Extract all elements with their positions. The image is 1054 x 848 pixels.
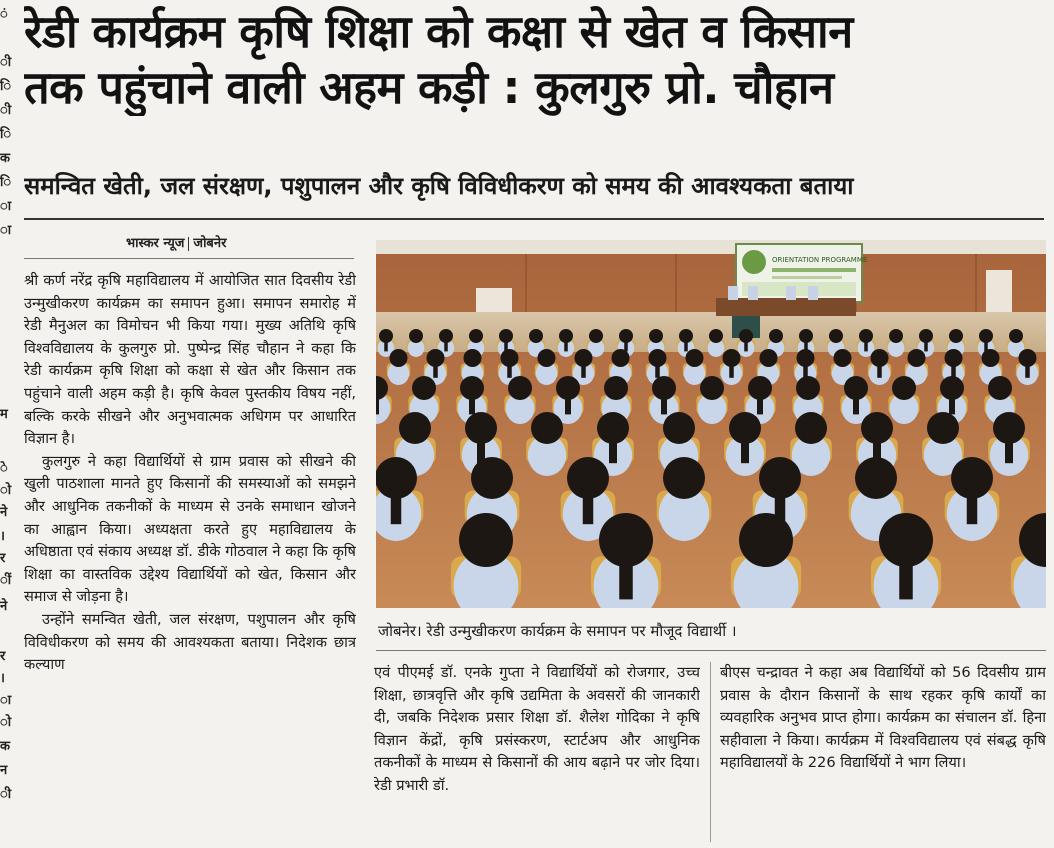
- article-column-2: [374, 662, 700, 842]
- edge-fragment: र: [0, 551, 6, 566]
- edge-fragment: न: [0, 763, 8, 778]
- stage-table: [716, 298, 856, 316]
- headline: [24, 4, 1044, 116]
- article-column-3: [720, 662, 1046, 842]
- adjacent-column-edge: [0, 0, 14, 848]
- column-divider: [710, 662, 711, 842]
- edge-fragment: ो: [0, 483, 12, 498]
- caption-divider: [376, 650, 1046, 651]
- edge-fragment: ं: [0, 7, 8, 22]
- byline-place: जोबनेर: [193, 236, 227, 251]
- article-column-1: [24, 270, 356, 840]
- edge-fragment: ।: [0, 529, 5, 544]
- byline-separator: [188, 237, 189, 251]
- edge-fragment: ने: [0, 505, 8, 520]
- edge-fragment: ा: [0, 199, 12, 214]
- byline-divider: [24, 258, 354, 259]
- subheadline: समन्वित खेती, जल संरक्षण, पशुपालन और कृषि विविधीकरण को समय की आवश्यकता बताया: [24, 172, 854, 200]
- headline-divider: [24, 218, 1044, 220]
- byline: [126, 233, 226, 251]
- banner-text: ORIENTATION PROGRAMME: [772, 256, 868, 264]
- paragraph-2: कुलगुरु ने कहा विद्यार्थियों से ग्राम प्रवास को सीखने की खुली पाठशाला मानते हुए किसानों की समस्याओं को समझने और आधुनिक तकनीकों के माध्यम से उनके समाधान खोजने का आह्वान किया। अध्यक्षता करते हुए महाविद्यालय के अधिष्ठाता एवं संकाय अध्यक्ष डॉ. डीके गोठवाल ने कहा कि कृषि शिक्षा का वास्तविक उद्देश्य विद्यार्थियों को खेत, किसान और समाज से जोड़ना है।: [24, 452, 356, 606]
- edge-fragment: ी: [0, 103, 12, 118]
- edge-fragment: ा: [0, 693, 12, 708]
- paragraph-5: बीएस चन्द्रावत ने कहा अब विद्यार्थियों को 56 दिवसीय ग्राम प्रवास के दौरान किसानों के साथ रहकर कृषि कार्यों का व्यवहारिक अनुभव प्राप्त होगा। कार्यक्रम का संचालन डॉ. हिना सहीवाला ने किया। कार्यक्रम में विश्वविद्यालय एवं संबद्ध कृषि महाविद्यालयों के 226 विद्यार्थियों ने भाग लिया।: [720, 664, 1046, 772]
- edge-fragment: क: [0, 739, 10, 754]
- paragraph-4: एवं पीएमई डॉ. एनके गुप्ता ने विद्यार्थियों को रोजगार, उच्च शिक्षा, छात्रवृत्ति और कृषि उद्यमिता के अवसरों की जानकारी दी, जबकि निदेशक प्रसार शिक्षा डॉ. शैलेश गोदिका ने कृषि विज्ञान केंद्रों, कृषि प्रसंस्करण, स्टार्टअप और आधुनिक तकनीकों के माध्यम से किसानों की आय बढ़ाने पर जोर दिया। रेडी प्रभारी डॉ.: [374, 664, 700, 794]
- edge-fragment: र: [0, 649, 6, 664]
- edge-fragment: ीं: [0, 573, 12, 588]
- edge-fragment: ि: [0, 79, 12, 94]
- edge-fragment: ो: [0, 715, 12, 730]
- byline-source: भास्कर न्यूज: [126, 236, 185, 251]
- headline-line-2: तक पहुंचाने वाली अहम कड़ी : कुलगुरु प्रो. चौहान: [24, 61, 834, 114]
- event-photo: [376, 240, 1046, 608]
- photo-caption: जोबनेर। रेडी उन्मुखीकरण कार्यक्रम के समापन पर मौजूद विद्यार्थी ।: [378, 622, 737, 640]
- edge-fragment: म: [0, 407, 8, 422]
- edge-fragment: ।: [0, 671, 5, 686]
- edge-fragment: ी: [0, 787, 12, 802]
- edge-fragment: ी: [0, 55, 12, 70]
- headline-line-1: रेडी कार्यक्रम कृषि शिक्षा को कक्षा से खेत व किसान: [24, 5, 853, 58]
- edge-fragment: े: [0, 461, 8, 476]
- paragraph-3: उन्होंने समन्वित खेती, जल संरक्षण, पशुपालन और कृषि विविधीकरण को समय की आवश्यकता बताया। निदेशक छात्र कल्याण: [24, 610, 356, 674]
- edge-fragment: ि: [0, 175, 12, 190]
- edge-fragment: क: [0, 151, 10, 166]
- students-in-hall-photo: [376, 240, 1046, 608]
- paragraph-1: श्री कर्ण नरेंद्र कृषि महाविद्यालय में आयोजित सात दिवसीय रेडी उन्मुखीकरण कार्यक्रम का समापन हुआ। समापन समारोह में रेडी मैनुअल का विमोचन भी किया गया। मुख्य अतिथि कृषि विश्वविद्यालय के कुलगुरु प्रो. पुष्पेन्द्र सिंह चौहान ने कहा कि रेडी कार्यक्रम कृषि शिक्षा को कक्षा से खेत और किसान तक पहुंचाने वाली अहम कड़ी है। कृषि केवल पुस्तकीय विषय नहीं, बल्कि करके सीखने और अनुभवात्मक अधिगम पर आधारित विज्ञान है।: [24, 272, 356, 448]
- edge-fragment: ने: [0, 599, 8, 614]
- edge-fragment: ि: [0, 127, 12, 142]
- emblem-icon: [742, 250, 766, 274]
- edge-fragment: ा: [0, 223, 12, 238]
